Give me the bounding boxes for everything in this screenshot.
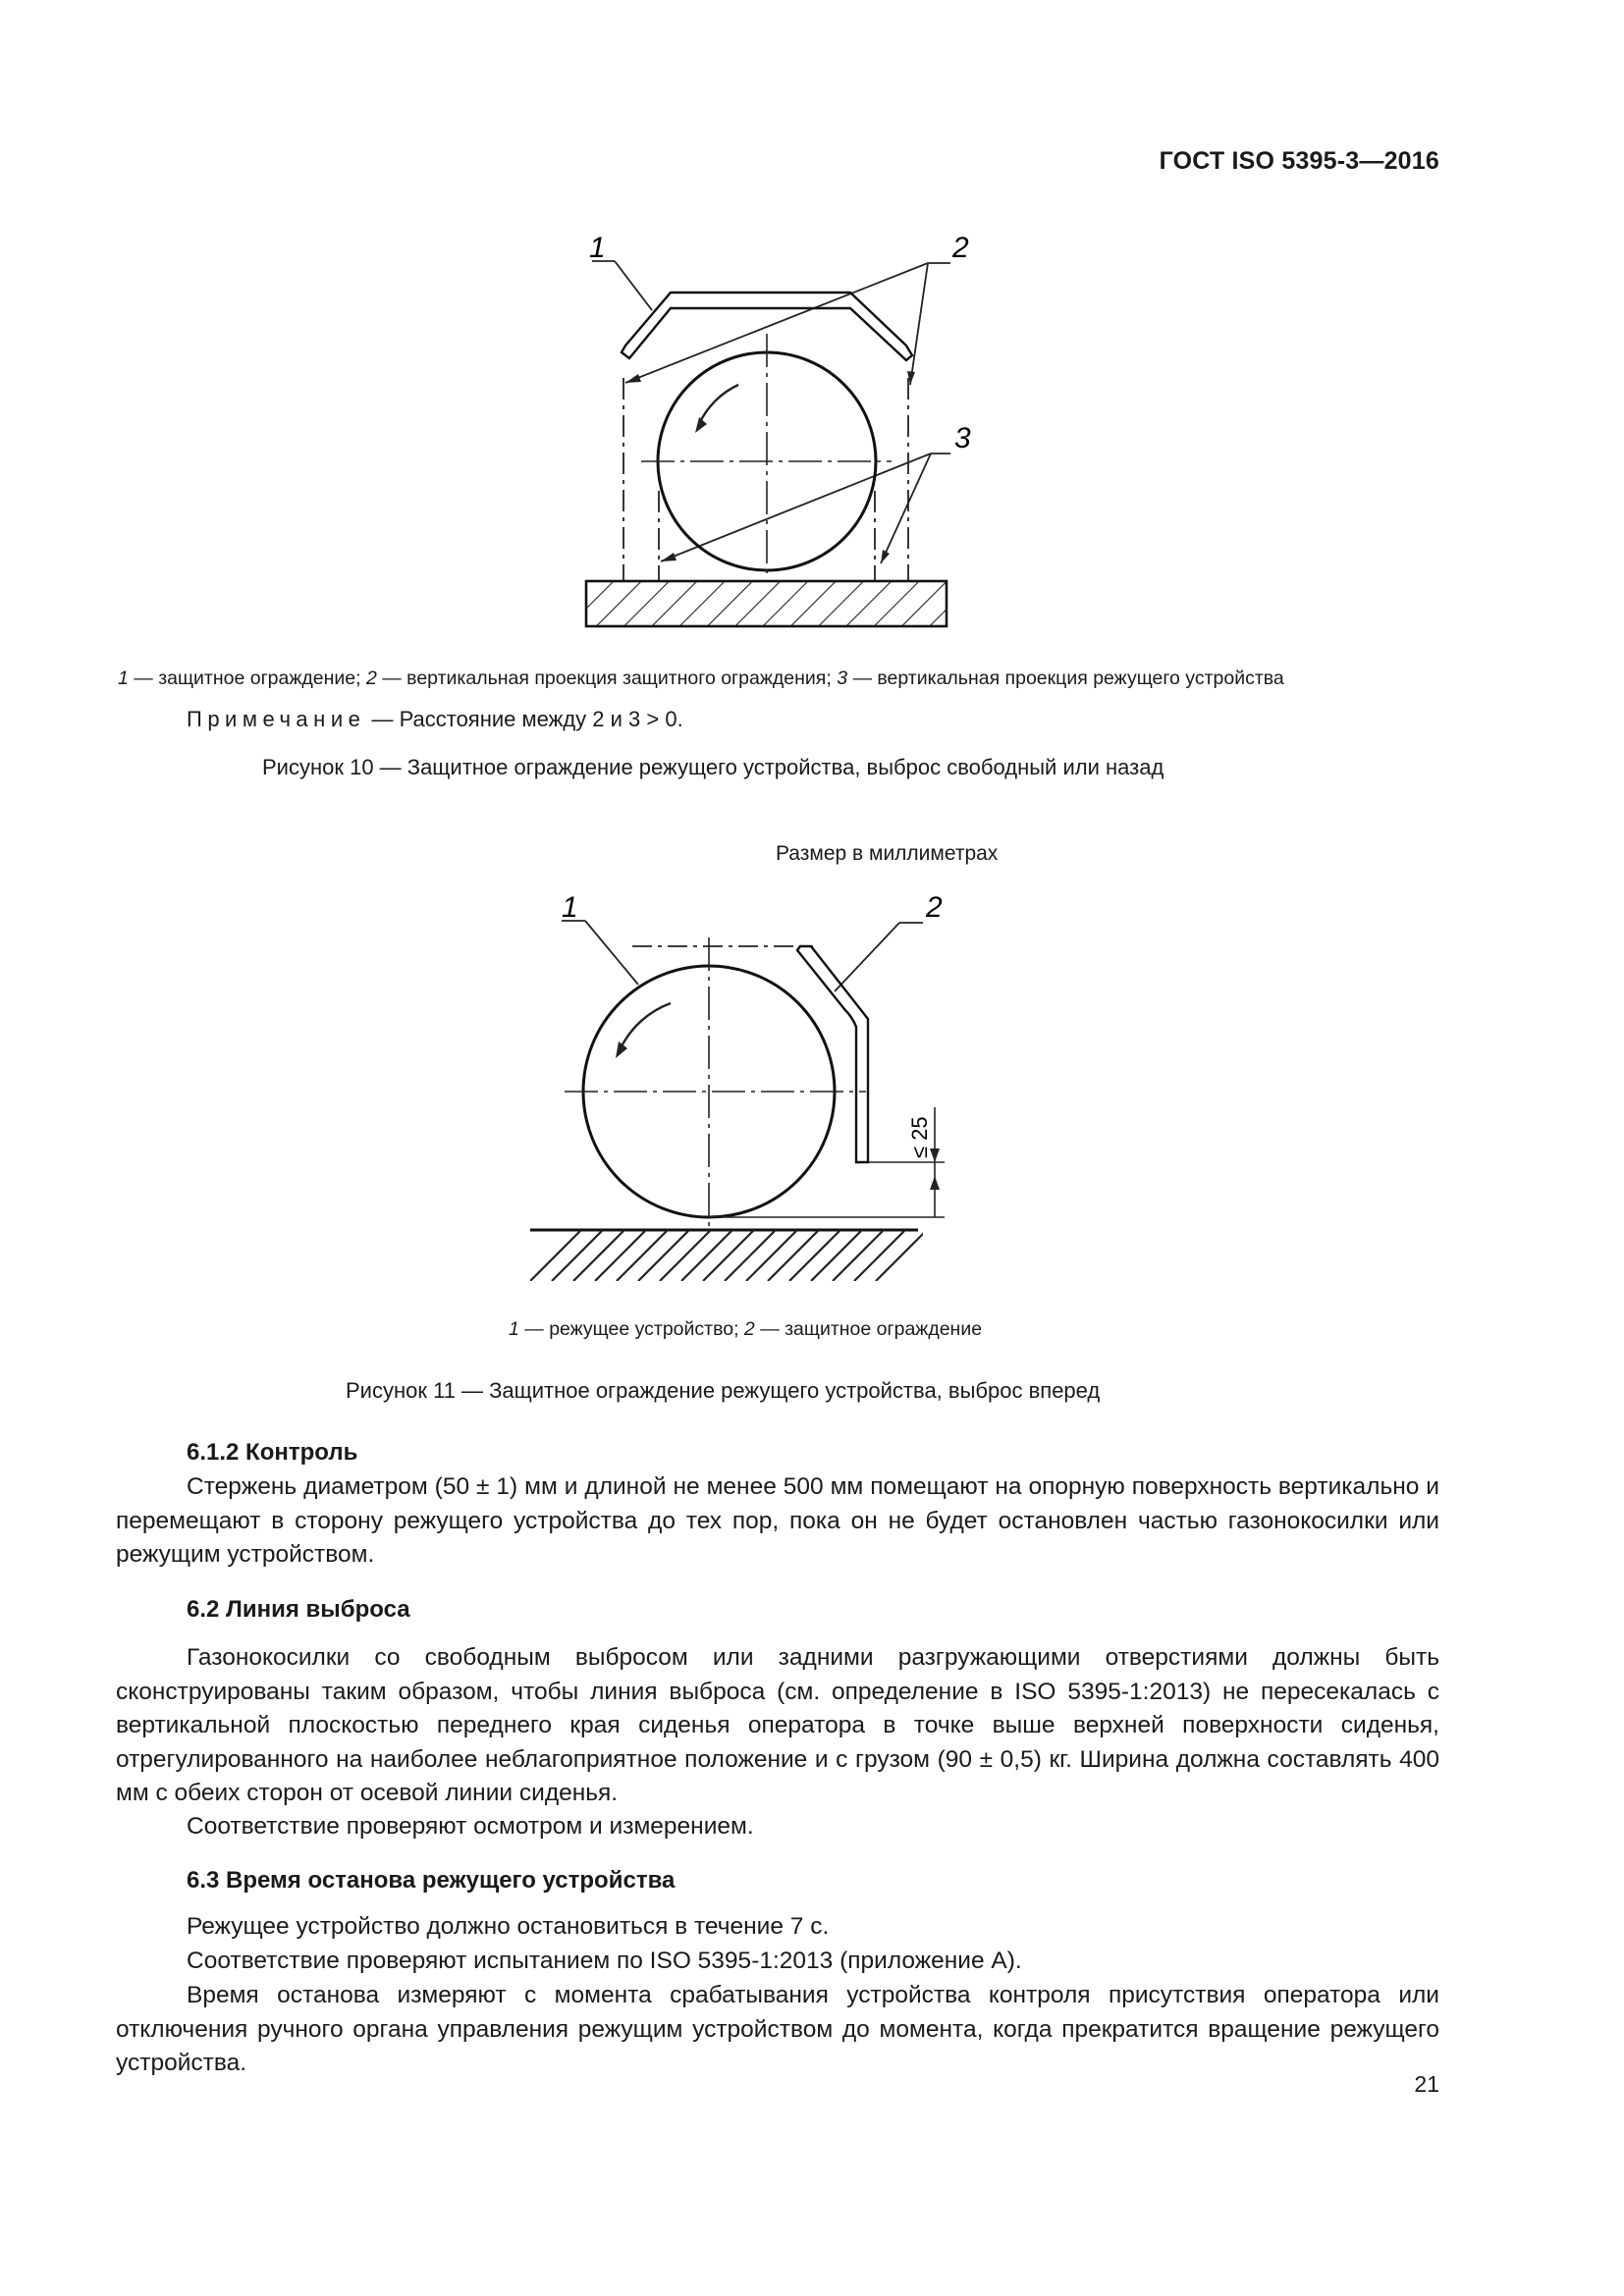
figure-10-label-3: 3 xyxy=(954,422,971,454)
figure-10-caption: Рисунок 10 — Защитное ограждение режущего устройства, выброс свободный или назад xyxy=(262,755,1164,779)
figure-11-label-2: 2 xyxy=(926,891,943,924)
document-code: ГОСТ ISO 5395-3—2016 xyxy=(1159,147,1439,175)
figure-10-ground xyxy=(586,581,947,626)
note-label: Примечание xyxy=(187,707,366,731)
figure-10-drawing xyxy=(550,221,971,643)
legend-num: 2 xyxy=(365,667,377,689)
section-63-paragraph-3: Время останова измеряют с момента срабатывания устройства контроля присутствия оператора или отключения ручного органа управления режущим устройством до момента, когда прекратится вращение режущего устройства. xyxy=(116,1982,1439,2076)
section-62-paragraph-1: Газонокосилки со свободным выбросом или задними разгружающими отверстиями должны быть сконструированы таким образом, чтобы линия выброса (см. определение в ISO 5395-1:2013) не пересекалась с вертикальной плоскостью переднего края сиденья оператора в точке выше верхней поверхности сиденья, отрегулированного на наиболее неблагоприятное положение и с грузом (90 ± 0,5) кг. Ширина должна составлять 400 мм с обеих сторон от осевой линии сиденья. xyxy=(116,1644,1439,1806)
figure-10-label-2: 2 xyxy=(952,232,969,264)
section-63-heading: 6.3 Время останова режущего устройства xyxy=(187,1867,676,1894)
legend-num: 3 xyxy=(837,667,848,689)
figure-10-legend xyxy=(118,667,1284,690)
figure-10-note xyxy=(187,707,683,732)
figure-11-guard xyxy=(797,946,868,1162)
legend-num: 1 xyxy=(118,667,129,689)
section-612-heading: 6.1.2 Контроль xyxy=(187,1439,358,1466)
legend-num: 2 xyxy=(743,1318,755,1340)
section-63-paragraph-1: Режущее устройство должно остановиться в течение 7 с. xyxy=(187,1913,830,1940)
figure-11-drawing xyxy=(520,879,962,1291)
legend-text: — защитное ограждение; xyxy=(128,667,366,689)
section-612-text: Стержень диаметром (50 ± 1) мм и длиной не менее 500 мм помещают на опорную поверхность вертикально и перемещают в сторону режущего устройства до тех пор, пока он не будет остановлен частью газонокосилки или режущим устройством. xyxy=(116,1473,1439,1568)
note-text: — Расстояние между 2 и 3 > 0. xyxy=(365,707,683,731)
figure-11-legend xyxy=(509,1318,982,1341)
section-63-paragraph-2: Соответствие проверяют испытанием по ISO 5395-1:2013 (приложение А). xyxy=(187,1948,1022,1974)
figure-11-label-1: 1 xyxy=(562,891,578,924)
legend-text: — режущее устройство; xyxy=(518,1318,744,1340)
figure-11-caption: Рисунок 11 — Защитное ограждение режущего устройства, выброс вперед xyxy=(346,1378,1101,1403)
legend-text: — вертикальная проекция защитного ограждения; xyxy=(376,667,838,689)
legend-text: — защитное ограждение xyxy=(754,1318,983,1340)
figure-10-label-1: 1 xyxy=(589,232,606,264)
figure-11-dimension: ≤ 25 xyxy=(907,1116,932,1158)
figure-11-units: Размер в миллиметрах xyxy=(776,842,999,865)
legend-text: — вертикальная проекция режущего устройства xyxy=(847,667,1284,689)
page-number: 21 xyxy=(1414,2071,1439,2097)
section-62-paragraph-2: Соответствие проверяют осмотром и измерением. xyxy=(187,1813,754,1840)
section-62-heading: 6.2 Линия выброса xyxy=(187,1596,410,1623)
legend-num: 1 xyxy=(509,1318,519,1340)
